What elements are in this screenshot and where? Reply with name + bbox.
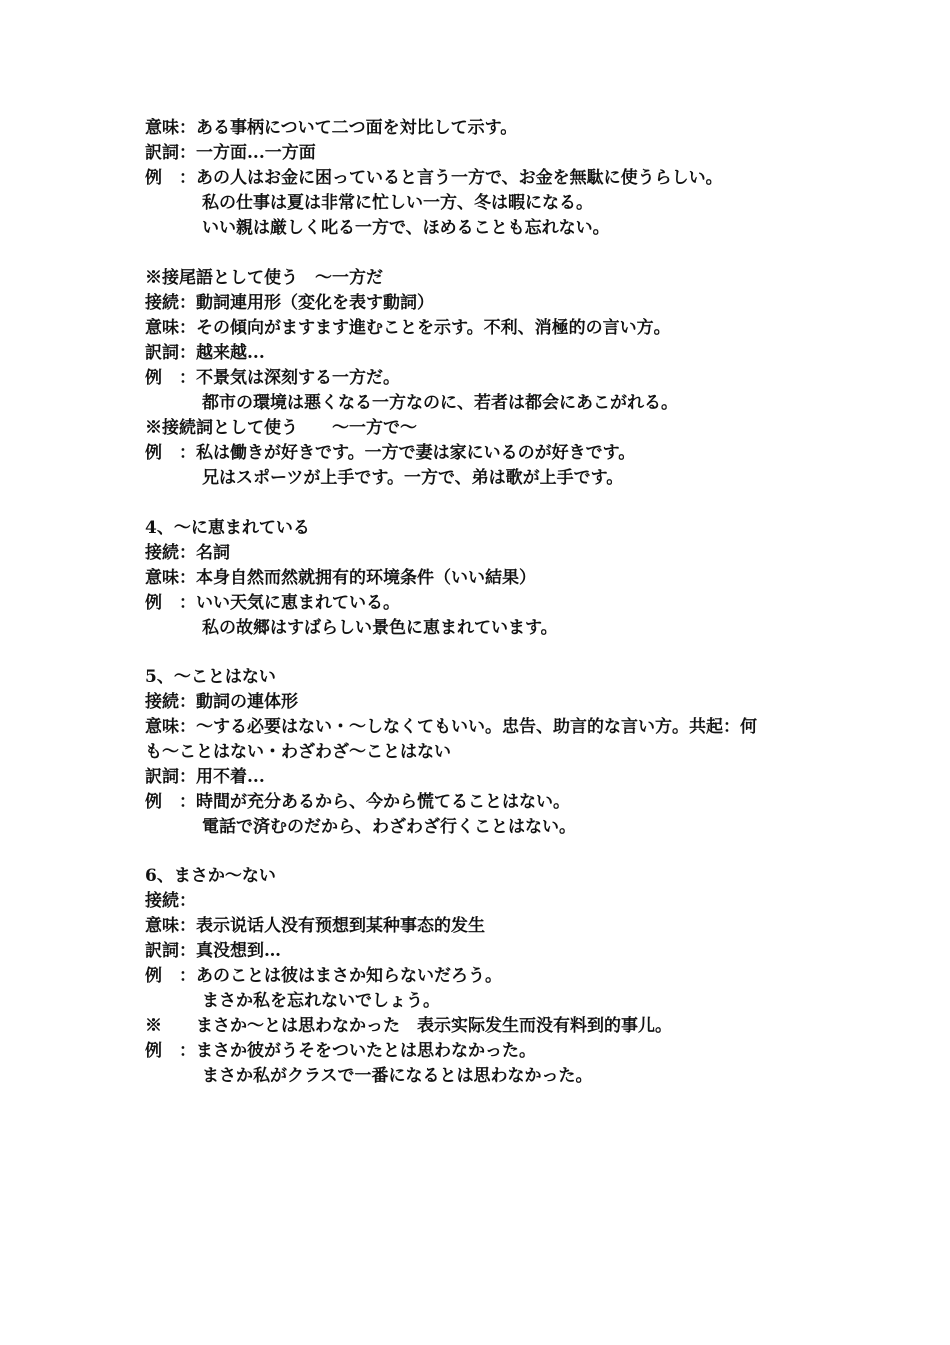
section-heading: 5、～ことはない (145, 667, 276, 687)
text-line: 意味：ある事柄について二つ面を対比して示す。 (145, 118, 518, 138)
text-line: 接続：名詞 (145, 543, 230, 563)
text-line: 例 ：まさか彼がうそをついたとは思わなかった。 (145, 1041, 536, 1061)
text-line: 例 ：あのことは彼はまさか知らないだろう。 (145, 966, 502, 986)
section-heading: 4、～に恵まれている (145, 518, 310, 538)
text-line: 意味：表示说话人没有预想到某种事态的发生 (145, 916, 485, 936)
text-line: 例 ：不景気は深刻する一方だ。 (145, 368, 400, 388)
text-line: も～ことはない・わざわざ～ことはない (145, 742, 451, 762)
text-line: 意味：その傾向がますます進むことを示す。不利、消極的の言い方。 (145, 318, 671, 338)
text-line: 意味：本身自然而然就拥有的环境条件（いい結果） (145, 568, 536, 588)
text-line: 接続：動詞の連体形 (145, 692, 298, 712)
text-line: 接続： (145, 891, 196, 911)
text-line: 兄はスポーツが上手です。一方で、弟は歌が上手です。 (202, 468, 624, 488)
text-line: ※接続詞として使う ～一方で～ (145, 418, 417, 438)
text-line: 例 ：時間が充分あるから、今から慌てることはない。 (145, 792, 570, 812)
text-line: 訳詞：一方面...一方面 (145, 143, 316, 163)
text-line: まさか私を忘れないでしょう。 (202, 991, 440, 1011)
text-line: 意味：～する必要はない・～しなくてもいい。忠告、助言的な言い方。共起：何 (145, 717, 757, 737)
text-line: ※ まさか～とは思わなかった 表示实际发生而没有料到的事儿。 (145, 1016, 672, 1036)
text-line: 私の仕事は夏は非常に忙しい一方、冬は暇になる。 (202, 193, 593, 213)
section-heading: 6、まさか～ない (145, 866, 276, 886)
text-line: 都市の環境は悪くなる一方なのに、若者は都会にあこがれる。 (202, 393, 678, 413)
text-line: 訳詞：真没想到… (145, 941, 281, 961)
text-line: 電話で済むのだから、わざわざ行くことはない。 (202, 817, 576, 837)
text-line: 例 ：いい天気に恵まれている。 (145, 593, 400, 613)
text-line: いい親は厳しく叱る一方で、ほめることも忘れない。 (202, 218, 610, 238)
text-line: まさか私がクラスで一番になるとは思わなかった。 (202, 1066, 593, 1086)
text-line: 訳詞：用不着... (145, 767, 265, 787)
text-line: 例 ：私は働きが好きです。一方で妻は家にいるのが好きです。 (145, 443, 636, 463)
text-line: 接続：動詞連用形（変化を表す動詞） (145, 293, 434, 313)
text-line: 訳詞：越来越... (145, 343, 265, 363)
text-line: 私の故郷はすばらしい景色に恵まれています。 (202, 618, 558, 638)
text-line: ※接尾語として使う ～一方だ (145, 268, 383, 288)
text-line: 例 ：あの人はお金に困っていると言う一方で、お金を無駄に使うらしい。 (145, 168, 723, 188)
